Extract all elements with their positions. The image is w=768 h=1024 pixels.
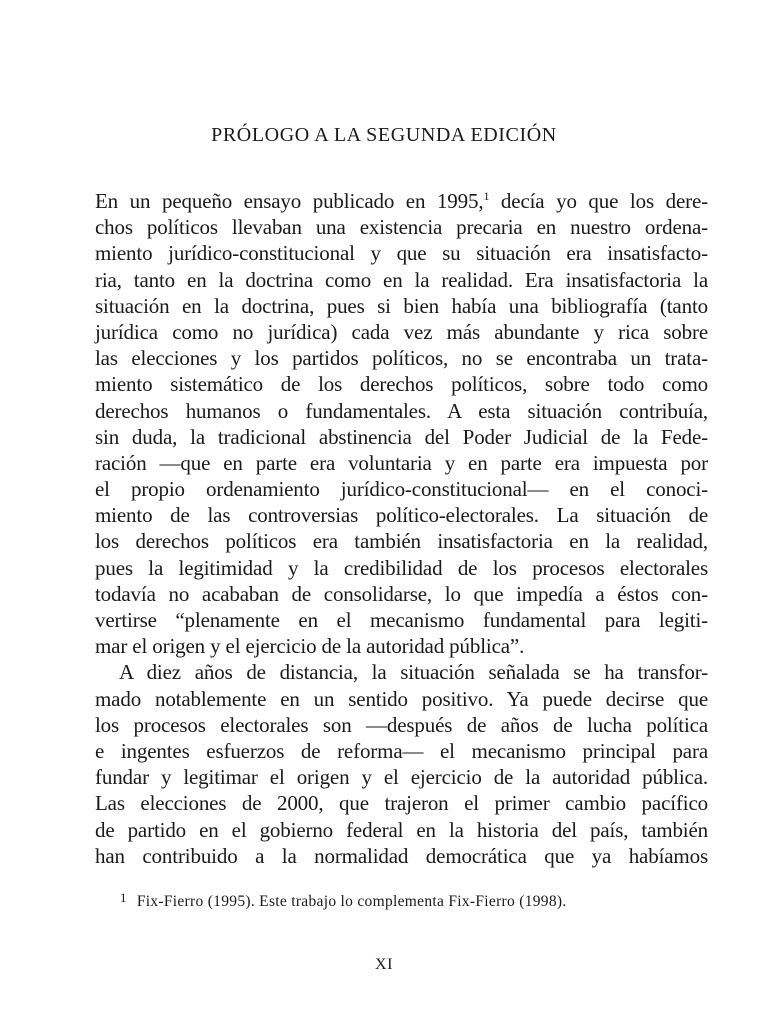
text-line: ria, tanto en la doctrina como en la realidad. Era insatisfactoria la xyxy=(95,267,708,292)
text-line: Las elecciones de 2000, que trajeron el primer cambio pacífico xyxy=(95,791,708,816)
body-text xyxy=(95,188,708,869)
text-line: derechos humanos o fundamentales. A esta situación contribuía, xyxy=(95,398,708,423)
chapter-title: PRÓLOGO A LA SEGUNDA EDICIÓN xyxy=(211,124,557,146)
text-segment: En un pequeño ensayo publicado en 1995, xyxy=(95,189,484,213)
footnote-text: Fix-Fierro (1995). Este trabajo lo complementa Fix-Fierro (1998). xyxy=(136,893,567,910)
text-line: ración —que en parte era voluntaria y en parte era impuesta por xyxy=(95,450,708,475)
footnote-reference: 1 xyxy=(483,189,490,203)
text-line: los derechos políticos era también insatisfactoria en la realidad, xyxy=(95,529,708,554)
text-line: situación en la doctrina, pues si bien había una bibliografía (tanto xyxy=(95,293,708,318)
text-segment: decía yo que los dere- xyxy=(489,189,708,213)
text-line: mado notablemente en un sentido positivo. Ya puede decirse que xyxy=(95,686,708,711)
footnote-mark: 1 xyxy=(120,890,127,905)
footnote xyxy=(120,890,567,911)
text-line: las elecciones y los partidos políticos, no se encontraba un trata- xyxy=(95,346,708,371)
text-line: vertirse “plenamente en el mecanismo fundamental para legiti- xyxy=(95,608,708,632)
text-line: de partido en el gobierno federal en la historia del país, también xyxy=(95,817,708,842)
text-line: miento sistemático de los derechos políticos, sobre todo como xyxy=(95,372,708,397)
text-line: e ingentes esfuerzos de reforma— el mecanismo principal para xyxy=(95,738,708,763)
text-line: todavía no acababan de consolidarse, lo que impedía a éstos con- xyxy=(95,581,708,606)
text-line: miento de las controversias político-electorales. La situación de xyxy=(95,503,708,528)
text-line: jurídica como no jurídica) cada vez más abundante y rica sobre xyxy=(95,319,708,344)
text-line: mar el origen y el ejercicio de la autoridad pública”. xyxy=(95,634,525,659)
text-line: fundar y legitimar el origen y el ejercicio de la autoridad pública. xyxy=(95,765,708,790)
text-line xyxy=(95,188,708,214)
text-line: chos políticos llevaban una existencia precaria en nuestro ordena- xyxy=(95,215,708,240)
text-line: pues la legitimidad y la credibilidad de los procesos electorales xyxy=(95,555,708,580)
text-line: los procesos electorales son —después de años de lucha política xyxy=(95,712,708,737)
text-line: han contribuido a la normalidad democrática que ya habíamos xyxy=(95,843,708,868)
text-line: miento jurídico-constitucional y que su situación era insatisfacto- xyxy=(95,241,708,266)
text-line: A diez años de distancia, la situación señalada se ha transfor- xyxy=(119,660,708,685)
text-line: sin duda, la tradicional abstinencia del Poder Judicial de la Fede- xyxy=(95,424,708,449)
page-number: XI xyxy=(375,956,393,973)
text-line: el propio ordenamiento jurídico-constitucional— en el conoci- xyxy=(95,477,708,502)
